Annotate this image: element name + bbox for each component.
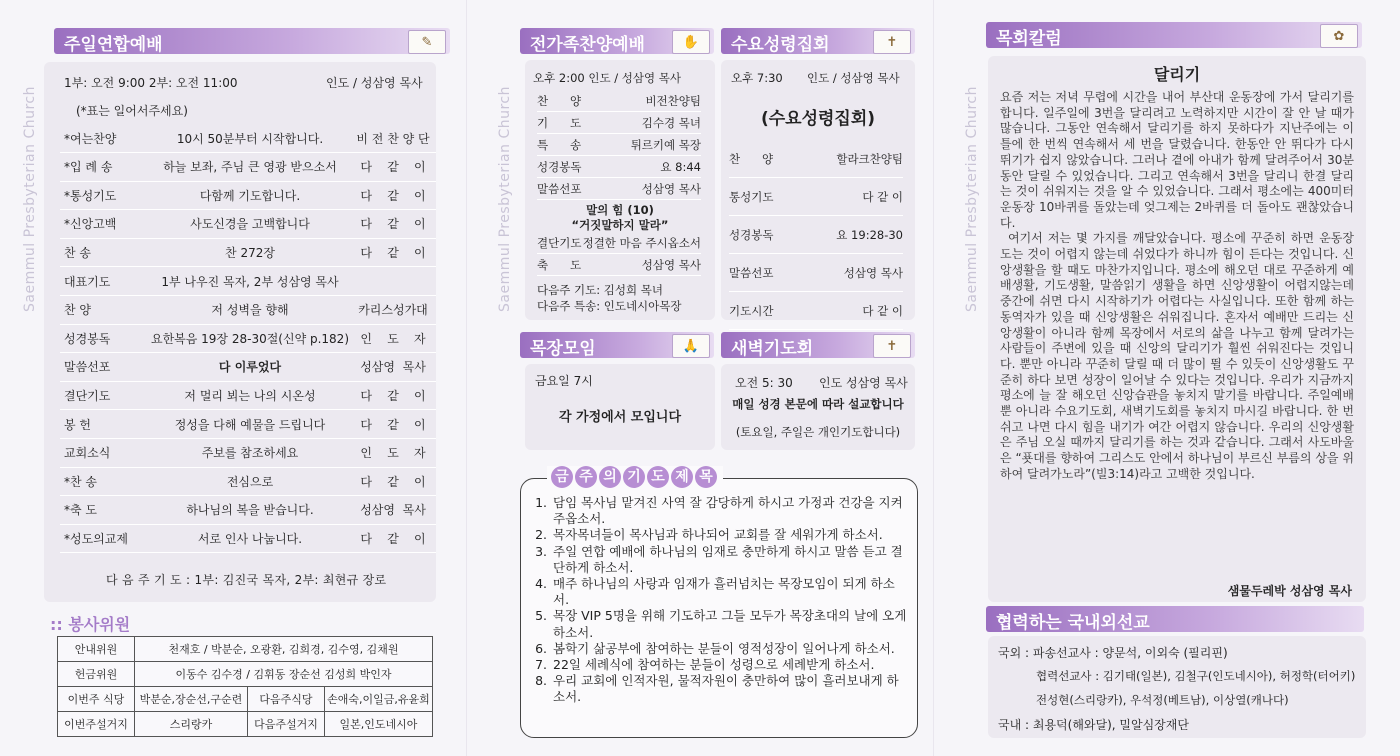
row-person: 정결한 마음 주시옵소서 — [582, 235, 701, 250]
row-item: 특 송 — [537, 137, 582, 152]
row-person: 성삼영 목사 — [641, 181, 701, 196]
row-item: 결단기도 — [64, 388, 111, 403]
row-person: 비 전 찬 양 단 — [356, 131, 430, 146]
table-cell: 천재호 / 박분순, 오광환, 김희경, 김수영, 김채원 — [135, 637, 433, 662]
row-item: *찬 송 — [64, 474, 97, 489]
table-cell: 스리랑카 — [135, 712, 248, 737]
row-item: *입 례 송 — [64, 160, 113, 175]
row-item: 말씀선포 — [729, 265, 774, 280]
prayer-topics-title — [547, 466, 723, 488]
wednesday-box — [721, 60, 915, 320]
sunday-service-title: 주일연합예배 — [64, 35, 163, 55]
prayer-topics-box — [520, 478, 918, 738]
row-person: 김수경 목녀 — [641, 115, 701, 130]
row-person: 다 같 이 — [360, 531, 426, 546]
prayer-topics-list — [521, 495, 909, 706]
table-row — [729, 178, 903, 216]
table-cell: 박분순,장순선,구순련 — [135, 687, 248, 712]
missions-line-1: 국외 : 파송선교사 : 양문석, 이외숙 (필리핀) — [998, 646, 1228, 660]
row-person: 요 8:44 — [660, 159, 701, 174]
family-sermon-2: “거짓말하지 말라” — [571, 218, 669, 232]
table-row — [729, 140, 903, 178]
family-time: 오후 2:00 인도 / 성삼영 목사 — [533, 71, 681, 85]
prayer-title-char: 의 — [599, 466, 621, 488]
row-description: 주보를 참조하세요 — [201, 446, 299, 461]
sunday-service-header — [54, 28, 450, 54]
cell-group-title: 목장모임 — [530, 339, 596, 359]
row-item: 찬 양 — [537, 93, 582, 108]
missions-line-2: 협력선교사 : 김기태(일본), 김철구(인도네시아), 허정학(터어키) — [1036, 669, 1356, 683]
table-row — [537, 232, 701, 254]
cell-group-box — [525, 364, 715, 450]
row-item: 찬 송 — [64, 245, 91, 260]
wednesday-time: 오후 7:30 — [731, 71, 783, 85]
table-row — [60, 439, 436, 468]
wednesday-title: 수요성령집회 — [731, 35, 830, 55]
table-row — [729, 292, 903, 330]
prayer-item: 5. 목장 VIP 5명을 위해 기도하고 그들 모두가 목장초대의 날에 오게 하소서. — [551, 608, 909, 640]
wednesday-heading: (수요성령집회) — [760, 109, 876, 129]
column-body — [1000, 90, 1354, 483]
wednesday-leader: 인도 / 성삼영 목사 — [807, 71, 900, 85]
column-header-title: 목회칼럼 — [996, 29, 1062, 49]
table-row — [60, 410, 436, 439]
row-description: 1부 나우진 목자, 2부 성삼영 목사 — [161, 274, 339, 289]
column-box — [988, 56, 1366, 602]
column-signature: 샘물두레박 성삼영 목사 — [1227, 584, 1352, 598]
row-person: 비전찬양팀 — [645, 93, 701, 108]
cell-group-header — [520, 332, 714, 358]
row-person: 인 도 자 — [360, 331, 426, 346]
row-person: 다 같 이 — [360, 388, 426, 403]
row-description: 10시 50분부터 시작합니다. — [176, 131, 324, 146]
prayer-item: 7. 22일 세례식에 참여하는 분들이 성령으로 세례받게 하소서. — [551, 657, 909, 673]
table-cell: 이번주 식당 — [58, 687, 135, 712]
row-person: 인 도 자 — [360, 446, 426, 461]
praying-hands-icon: 🙏 — [672, 334, 710, 358]
missions-title: 협력하는 국내외선교 — [996, 613, 1150, 633]
row-person: 다 같 이 — [862, 189, 903, 204]
row-person: 다 같 이 — [360, 474, 426, 489]
family-worship-header — [520, 28, 714, 54]
row-item: 성경봉독 — [64, 331, 111, 346]
row-description: 전심으로 — [226, 474, 274, 489]
table-row — [60, 353, 436, 382]
row-item: *신앙고백 — [64, 217, 117, 232]
row-item: 기 도 — [537, 115, 582, 130]
hands-icon: ✋ — [672, 30, 710, 54]
table-row — [60, 381, 436, 410]
prayer-item: 1. 담임 목사님 맡겨진 사역 잘 감당하게 하시고 가정과 건강을 지켜 주옵소서. — [551, 495, 909, 527]
row-item: 축 도 — [537, 257, 582, 272]
row-item: 기도시간 — [729, 303, 774, 318]
watermark-text: Saemmul Presbyterian Church — [22, 86, 38, 312]
row-item: 교회소식 — [64, 446, 111, 461]
dawn-text: 매일 성경 본문에 따라 설교합니다 — [732, 397, 904, 411]
row-description: 하늘 보좌, 주님 큰 영광 받으소서 — [163, 160, 337, 175]
row-item: 봉 헌 — [64, 417, 91, 432]
table-row — [60, 267, 436, 296]
table-cell: 헌금위원 — [58, 662, 135, 687]
next-week-prayer: 다 음 주 기 도 : 1부: 김진국 목자, 2부: 최현규 장로 — [106, 573, 387, 587]
row-person: 할라크찬양팀 — [836, 151, 903, 166]
prayer-title-char: 도 — [647, 466, 669, 488]
table-row — [537, 90, 701, 112]
prayer-title-char: 제 — [671, 466, 693, 488]
prayer-title-char: 주 — [575, 466, 597, 488]
family-next-prayer: 다음주 기도: 김성희 목녀 — [537, 283, 663, 297]
row-description: 저 성벽을 향해 — [211, 303, 289, 318]
row-person: 다 같 이 — [360, 160, 426, 175]
row-description: 서로 인사 나눕니다. — [197, 531, 303, 546]
row-description: 요한복음 19장 28-30절(신약 p.182) — [150, 331, 350, 346]
row-person: 성삼영 목사 — [360, 503, 426, 518]
table-row — [537, 112, 701, 134]
missions-box — [988, 636, 1366, 738]
table-row — [729, 254, 903, 292]
table-row — [60, 124, 436, 153]
missions-header — [986, 606, 1364, 632]
table-row — [60, 524, 436, 553]
row-description: 사도신경을 고백합니다 — [190, 217, 310, 232]
prayer-item: 2. 목자목녀들이 목사님과 하나되어 교회를 잘 세워가게 하소서. — [551, 527, 909, 543]
table-row — [60, 467, 436, 496]
table-row — [58, 662, 433, 687]
row-item: 성경봉독 — [729, 227, 774, 242]
table-row — [60, 296, 436, 325]
column-paragraph: 요즘 저는 저녁 무렵에 시간을 내어 부산대 운동장에 가서 달리기를 합니다. 일주일에 3번을 달리려고 노력하지만 시간이 잘 안 날 때가 많습니다. 그동안 연속해서 달리기를 하지 못하다가 지난주에는 이틀에 한 번씩 연속해서 세 번을 달렸습니다. 한동안 안 뛰다가 다시 뛰기가 쉽지 않았습니다. 그러나 곁에 아내가 함께 달려주어서 30분 동안 달릴 수 있었습니다. 그리고 연속해서 3번을 달리니 한결 달리는 것이 쉬워지는 것을 알 수 있었습니다. 그래서 평소에는 400미터 운동장 10바퀴를 돌았는데 엊그제는 2바퀴를 더 돌아도 괜찮았습니다. — [1000, 90, 1354, 230]
table-row — [537, 254, 701, 276]
book-icon: ✎ — [408, 30, 446, 54]
row-description: 저 멀리 뵈는 나의 시온성 — [184, 388, 316, 403]
missions-line-3: 전성현(스리랑카), 우석정(베트남), 이상열(캐나다) — [1036, 693, 1289, 707]
row-person: 다 같 이 — [360, 217, 426, 232]
cross-icon: ✝ — [873, 334, 911, 358]
missions-line-4: 국내 : 최용덕(해와달), 밀알심장재단 — [998, 718, 1189, 732]
prayer-item: 8. 우리 교회에 인적자원, 물적자원이 충만하여 많이 흘러보내게 하소서. — [551, 673, 909, 705]
family-sermon-1: 말의 힘 (10) — [586, 203, 654, 217]
flower-icon: ✿ — [1320, 24, 1358, 48]
table-cell: 손애숙,이일금,유윤희 — [325, 687, 433, 712]
service-leader: 인도 / 성삼영 목사 — [326, 76, 423, 90]
row-item: 말씀선포 — [537, 181, 582, 196]
table-row — [537, 178, 701, 200]
cross-icon: ✝ — [873, 30, 911, 54]
wednesday-header — [721, 28, 915, 54]
standing-note: (*표는 일어서주세요) — [76, 104, 188, 118]
table-row — [60, 181, 436, 210]
row-person: 성삼영 목사 — [360, 360, 426, 375]
row-person: 다 같 이 — [360, 417, 426, 432]
row-person: 다 같 이 — [862, 303, 903, 318]
dawn-note: (토요일, 주일은 개인기도합니다) — [735, 425, 901, 439]
row-description: 정성을 다해 예물을 드립니다 — [174, 417, 326, 432]
sunday-service-box — [44, 62, 436, 602]
table-cell: 다음주식당 — [248, 687, 325, 712]
column-title: 달리기 — [1153, 65, 1201, 84]
table-row — [60, 238, 436, 267]
row-item: 대표기도 — [64, 274, 111, 289]
family-worship-title: 전가족찬양예배 — [530, 35, 645, 55]
row-item: *축 도 — [64, 503, 97, 518]
row-description: 찬 272장 — [225, 245, 275, 260]
row-person: 성삼영 목사 — [843, 265, 903, 280]
row-item: *여는찬양 — [64, 131, 117, 146]
row-item: 말씀선포 — [64, 360, 111, 375]
dawn-leader: 인도 성삼영 목사 — [819, 376, 908, 390]
column-header — [986, 22, 1362, 48]
row-description: 다 이루었다 — [218, 360, 282, 375]
volunteer-title: :: 봉사위원 — [50, 615, 131, 634]
table-row — [60, 153, 436, 182]
row-item: 통성기도 — [729, 189, 774, 204]
service-times: 1부: 오전 9:00 2부: 오전 11:00 — [64, 76, 238, 90]
prayer-item: 3. 주일 연합 예배에 하나님의 임재로 충만하게 하시고 말씀 듣고 결단하게 하소서. — [551, 544, 909, 576]
family-worship-box — [525, 60, 715, 320]
table-row — [58, 687, 433, 712]
bulletin-page-2 — [467, 0, 933, 756]
table-cell: 일본,인도네시아 — [325, 712, 433, 737]
table-row — [58, 637, 433, 662]
table-row — [58, 712, 433, 737]
table-row — [60, 324, 436, 353]
column-paragraph: 여기서 저는 몇 가지를 깨달았습니다. 평소에 꾸준히 하면 운동장 도는 것이 어렵지 않는데 쉬었다가 하니까 힘이 든다는 것입니다. 신앙생활을 할 때도 마찬가지입니다. 평소에 해오던 대로 꾸준하게 예배생활, 기도생활, 말씀읽기 생활을 하면 신앙생활이 어렵지않는데 중간에 쉬면 다시 시작하기가 어렵다는 사실입니다. 또한 함께 하는 동역자가 있을 때 신앙생활은 쉬워집니다. 혼자서 예배만 드리는 신앙생활이 아니라 함께 목장에서 서로의 삶을 나누고 함께 달려가는 사람들이 주변에 있을 때 신앙의 달리기가 훨씬 쉬워진다는 것입니다. 뿐만 아니라 꾸준히 달릴 때 더 많이 뛸 수 있듯이 신앙생활도 꾸준히 하다 보면 성장이 일어날 수 있다는 것입니다. 우리가 지금까지 평소에 늘 잘 해오던 신앙습관을 놓치지 말기를 바랍니다. 주일예배뿐 아니라 수요기도회, 새벽기도회를 놓치지 마시길 바랍니다. 한 번 쉬고 나면 다시 힘을 내기가 여간 어렵지 않습니다. 우리의 신앙생활은 주님 오실 때까지 달리기를 하는 것과 같습니다. 그래서 사도바울은 “푯대를 향하여 그리스도 안에서 하나님이 부르신 부름의 상을 위하여 달려가노라”(빌3:14)라고 고백한 것입니다. — [1000, 231, 1354, 481]
table-row — [729, 216, 903, 254]
dawn-time: 오전 5: 30 — [735, 376, 793, 390]
prayer-title-char: 금 — [551, 466, 573, 488]
table-cell: 이동수 김수경 / 김휘동 장순선 김성희 박인자 — [135, 662, 433, 687]
row-item: *성도의교제 — [64, 531, 128, 546]
row-item: 찬 양 — [64, 303, 91, 318]
watermark-text: Saemmul Presbyterian Church — [497, 86, 513, 312]
row-person: 요 19:28-30 — [836, 227, 903, 242]
volunteer-table — [57, 636, 433, 737]
table-cell: 다음주설거지 — [248, 712, 325, 737]
row-person: 성삼영 목사 — [641, 257, 701, 272]
row-description: 다함께 기도합니다. — [199, 188, 301, 203]
dawn-prayer-header — [721, 332, 915, 358]
table-row — [537, 134, 701, 156]
row-item: *통성기도 — [64, 188, 117, 203]
table-cell: 이번주설거지 — [58, 712, 135, 737]
dawn-prayer-title: 새벽기도회 — [731, 339, 814, 359]
row-item: 성경봉독 — [537, 159, 582, 174]
table-row — [60, 210, 436, 239]
table-row — [60, 496, 436, 525]
table-cell: 안내위원 — [58, 637, 135, 662]
watermark-text: Saemmul Presbyterian Church — [964, 86, 980, 312]
row-item: 찬 양 — [729, 151, 774, 166]
table-row — [537, 156, 701, 178]
bulletin-page-1 — [0, 0, 466, 756]
cell-group-time: 금요일 7시 — [535, 374, 593, 388]
row-description: 하나님의 복을 받습니다. — [186, 503, 314, 518]
row-person: 튀르키예 목장 — [630, 137, 701, 152]
row-person: 다 같 이 — [360, 245, 426, 260]
row-person: 다 같 이 — [360, 188, 426, 203]
family-next-special: 다음주 특송: 인도네시아목장 — [537, 299, 682, 313]
row-item: 결단기도 — [537, 235, 582, 250]
prayer-item: 4. 매주 하나님의 사랑과 임재가 흘러넘치는 목장모임이 되게 하소서. — [551, 576, 909, 608]
row-person: 카리스성가대 — [358, 303, 428, 318]
prayer-item: 6. 봄학기 삶공부에 참여하는 분들이 영적성장이 일어나게 하소서. — [551, 641, 909, 657]
dawn-prayer-box — [721, 364, 915, 450]
bulletin-page-3 — [934, 0, 1400, 756]
cell-group-text: 각 가정에서 모입니다 — [558, 410, 682, 425]
prayer-title-char: 목 — [695, 466, 717, 488]
prayer-title-char: 기 — [623, 466, 645, 488]
